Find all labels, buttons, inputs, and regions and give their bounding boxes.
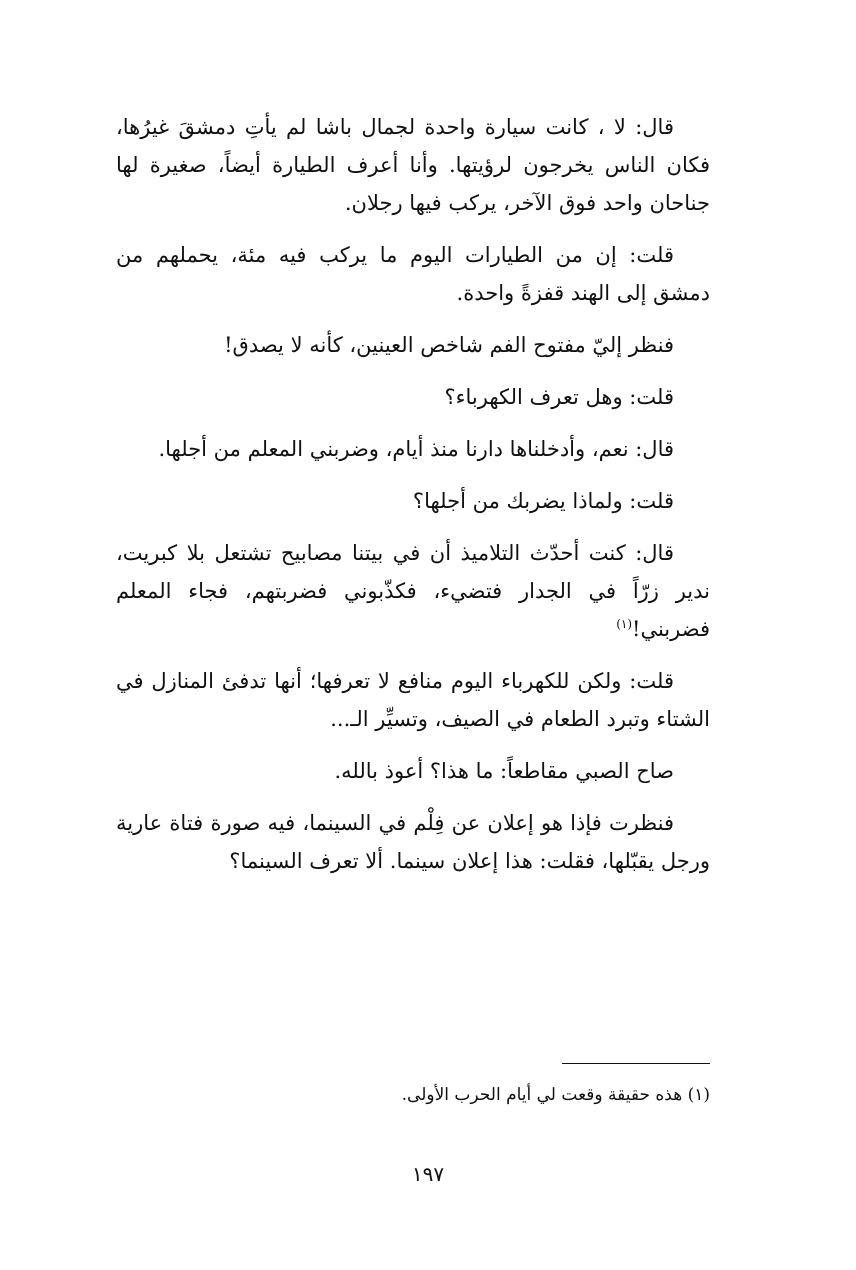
page-body bbox=[116, 108, 710, 894]
paragraph-2: قلت: إن من الطيارات اليوم ما يركب فيه مئة، يحملهم من دمشق إلى الهند قفزةً واحدة. bbox=[116, 243, 710, 305]
paragraph-8: قلت: ولكن للكهرباء اليوم منافع لا تعرفها؛ أنها تدفئ المنازل في الشتاء وتبرد الطعام في الصيف، وتسيِّر الـ... bbox=[116, 669, 710, 731]
footnote-text: (١) هذه حقيقة وقعت لي أيام الحرب الأولى. bbox=[401, 1085, 710, 1105]
footnote-reference[interactable]: (١) bbox=[616, 617, 633, 631]
page-number: ١٩٧ bbox=[411, 1162, 445, 1186]
paragraph-7 bbox=[116, 534, 710, 648]
paragraph-10: فنظرت فإذا هو إعلان عن فِلْم في السينما، فيه صورة فتاة عارية ورجل يقبّلها، فقلت: هذا إعلان سينما. ألا تعرف السينما؟ bbox=[116, 811, 710, 873]
paragraph-9: صاح الصبي مقاطعاً: ما هذا؟ أعوذ بالله. bbox=[334, 759, 674, 783]
paragraph-1: قال: لا ، كانت سيارة واحدة لجمال باشا لم يأتِ دمشقَ غيرُها، فكان الناس يخرجون لرؤيتها. وأنا أعرف الطيارة أيضاً، صغيرة لها جناحان واحد فوق الآخر، يركب فيها رجلان. bbox=[116, 115, 710, 215]
paragraph-5: قال: نعم، وأدخلناها دارنا منذ أيام، وضربني المعلم من أجلها. bbox=[158, 437, 674, 461]
paragraph-6: قلت: ولماذا يضربك من أجلها؟ bbox=[412, 489, 674, 513]
paragraph-4: قلت: وهل تعرف الكهرباء؟ bbox=[444, 385, 674, 409]
paragraph-3: فنظر إليّ مفتوح الفم شاخص العينين، كأنه لا يصدق! bbox=[224, 333, 674, 357]
footnote-divider bbox=[562, 1063, 710, 1064]
paragraph-7-text: قال: كنت أحدّث التلاميذ أن في بيتنا مصابيح تشتعل بلا كبريت، ندير زرّاً في الجدار فتضيء، فكذّبوني فضربتهم، فجاء المعلم فضربني! bbox=[116, 541, 710, 641]
